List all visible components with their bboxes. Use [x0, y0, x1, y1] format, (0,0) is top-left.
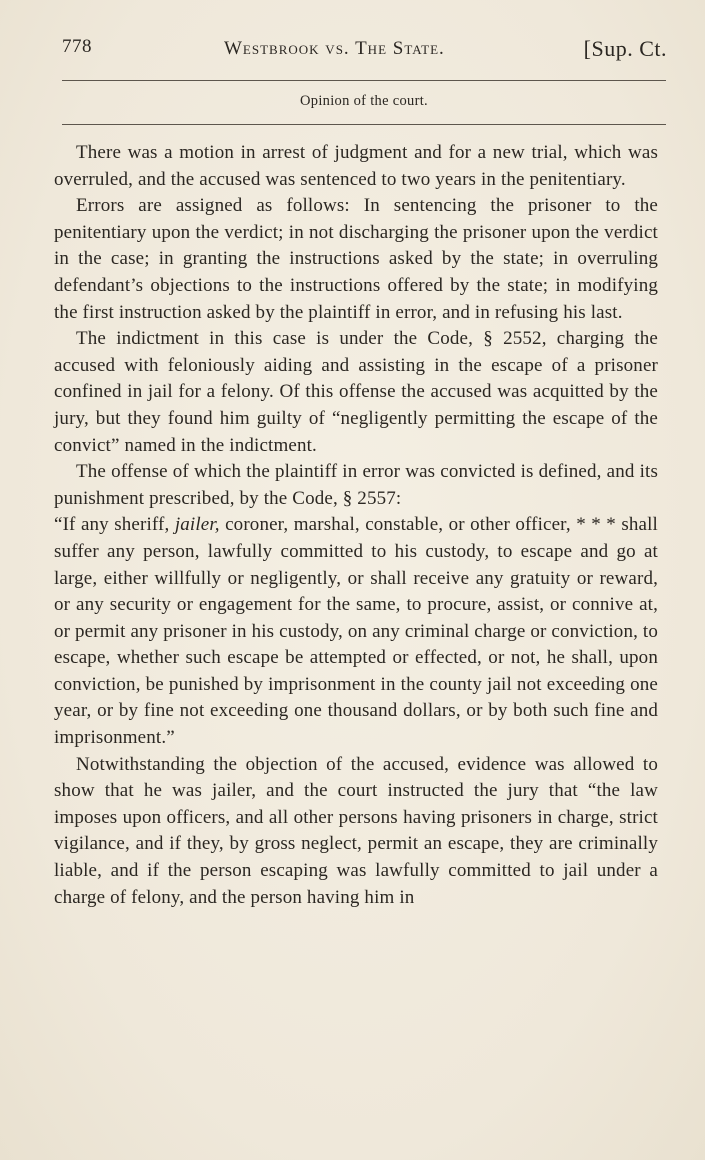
paragraph-indictment: The indictment in this case is under the Code, § 2552, charging the accused with feloniously aiding and assisting in the escape of a prisoner confined in jail for a felony. Of this offense the accused was acquitted by the jury, but they found him guilty of “negligently permitting the escape of the convict” named in the indictment. [54, 328, 658, 456]
opinion-body [54, 140, 658, 911]
section-label: Opinion of the court. [300, 93, 428, 109]
page-number: 778 [62, 36, 92, 57]
header-rule-bottom [62, 124, 666, 125]
running-header [62, 34, 667, 70]
running-title: Westbrook vs. The State. [224, 38, 445, 59]
quote-italic-jailer: jailer, [174, 514, 220, 536]
paragraph-code-quotation [54, 512, 658, 751]
quote-rest: coroner, marshal, constable, or other officer, * * * shall suffer any person, lawfully committed to his custody, to escape and go at large, either willfully or negligently, or shall receive any gratuity or reward, or any security or engagement for the same, to procure, assist, or connive at, or permit any prisoner in his custody, on any criminal charge or conviction, to escape, whether such escape be attempted or effected, or not, he shall, upon conviction, be punished by imprisonment in the county jail not exceeding one year, or by fine not exceeding one thousand dollars, or by both such fine and imprisonment.” [54, 514, 658, 749]
paragraph-sentence: There was a motion in arrest of judgment and for a new trial, which was overruled, and the accused was sentenced to two years in the penitentiary. [54, 142, 658, 190]
paragraph-offense-definition: The offense of which the plaintiff in error was convicted is defined, and its punishment prescribed, by the Code, § 2557: [54, 461, 658, 509]
paragraph-errors-assigned: Errors are assigned as follows: In sentencing the prisoner to the penitentiary upon the verdict; in not discharging the prisoner upon the verdict in the case; in granting the instructions asked by the state; in overruling defendant’s objections to the instructions offered by the state; in modifying the first instruction asked by the plaintiff in error, and in refusing his last. [54, 195, 658, 323]
quote-open: “If any sheriff, [54, 514, 175, 536]
header-rule-top [62, 80, 666, 81]
court-reference: [Sup. Ct. [583, 36, 667, 61]
paragraph-objection: Notwithstanding the objection of the accused, evidence was allowed to show that he was jailer, and the court instructed the jury that “the law imposes upon officers, and all other persons having prisoners in charge, strict vigilance, and if they, by gross neglect, permit an escape, they are criminally liable, and if the person escaping was lawfully committed to jail under a charge of felony, and the person having him in [54, 753, 658, 908]
